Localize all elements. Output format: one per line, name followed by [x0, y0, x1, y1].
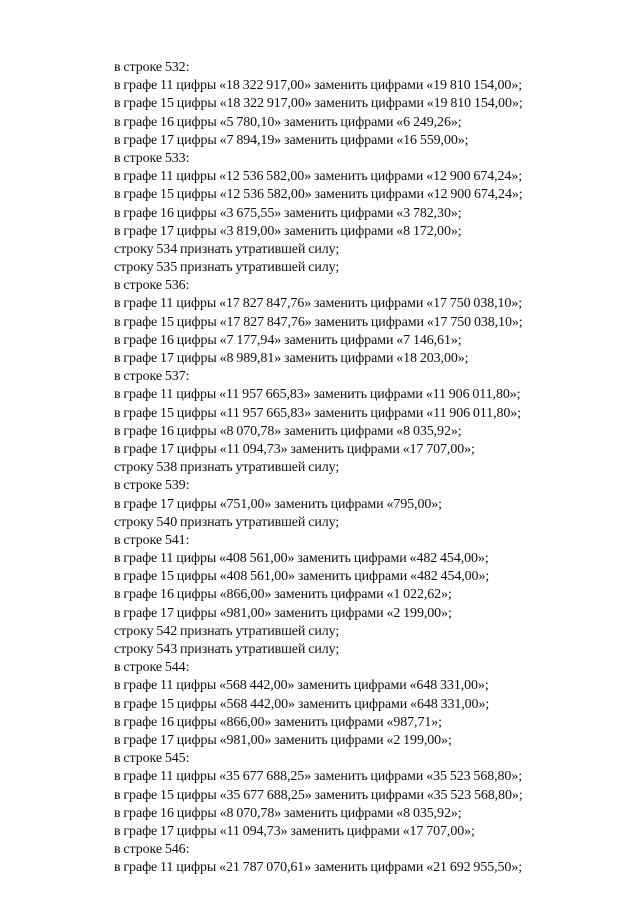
document-line: строку 538 признать утратившей силу;: [114, 460, 340, 476]
document-line: в графе 15 цифры «408 561,00» заменить цифрами «482 454,00»;: [114, 569, 490, 585]
document-line: строку 542 признать утратившей силу;: [114, 623, 340, 639]
document-line: строку 535 признать утратившей силу;: [114, 260, 340, 276]
document-line: в графе 11 цифры «21 787 070,61» заменить цифрами «21 692 955,50»;: [114, 860, 523, 876]
document-line: в графе 11 цифры «17 827 847,76» заменить цифрами «17 750 038,10»;: [114, 296, 523, 312]
document-line: в графе 17 цифры «3 819,00» заменить цифрами «8 172,00»;: [114, 223, 462, 239]
document-line: в графе 11 цифры «12 536 582,00» заменить цифрами «12 900 674,24»;: [114, 169, 523, 185]
document-line: в графе 15 цифры «35 677 688,25» заменить цифрами «35 523 568,80»;: [114, 787, 523, 803]
document-line: в графе 16 цифры «3 675,55» заменить цифрами «3 782,30»;: [114, 205, 462, 221]
document-line: в графе 16 цифры «866,00» заменить цифрами «1 022,62»;: [114, 587, 452, 603]
document-line: в строке 537:: [114, 369, 190, 385]
amendment-text-block: [114, 59, 584, 877]
document-line: в графе 11 цифры «408 561,00» заменить цифрами «482 454,00»;: [114, 551, 489, 567]
document-line: в графе 15 цифры «18 322 917,00» заменить цифрами «19 810 154,00»;: [114, 96, 523, 112]
document-line: в графе 11 цифры «35 677 688,25» заменить цифрами «35 523 568,80»;: [114, 769, 523, 785]
document-line: в строке 533:: [114, 150, 190, 166]
document-line: в строке 539:: [114, 478, 190, 494]
document-line: в графе 11 цифры «568 442,00» заменить цифрами «648 331,00»;: [114, 678, 489, 694]
document-line: в графе 15 цифры «568 442,00» заменить цифрами «648 331,00»;: [114, 696, 490, 712]
document-line: в строке 545:: [114, 751, 190, 767]
document-line: строку 540 признать утратившей силу;: [114, 514, 340, 530]
document-line: в графе 16 цифры «8 070,78» заменить цифрами «8 035,92»;: [114, 805, 462, 821]
document-line: в строке 546:: [114, 842, 190, 858]
document-line: в строке 544:: [114, 660, 190, 676]
document-line: в графе 15 цифры «12 536 582,00» заменить цифрами «12 900 674,24»;: [114, 187, 523, 203]
document-line: в графе 17 цифры «8 989,81» заменить цифрами «18 203,00»;: [114, 351, 469, 366]
document-line: в графе 16 цифры «866,00» заменить цифрами «987,71»;: [114, 714, 442, 730]
document-line: в графе 15 цифры «17 827 847,76» заменить цифрами «17 750 038,10»;: [114, 314, 523, 330]
document-line: в графе 17 цифры «7 894,19» заменить цифрами «16 559,00»;: [114, 132, 469, 148]
document-line: в графе 17 цифры «11 094,73» заменить цифрами «17 707,00»;: [114, 823, 475, 839]
document-line: в графе 17 цифры «751,00» заменить цифрами «795,00»;: [114, 496, 442, 512]
document-line: в графе 11 цифры «11 957 665,83» заменить цифрами «11 906 011,80»;: [114, 387, 521, 403]
document-line: в графе 17 цифры «981,00» заменить цифрами «2 199,00»;: [114, 732, 452, 748]
document-line: в строке 541:: [114, 532, 190, 548]
document-line: в графе 17 цифры «11 094,73» заменить цифрами «17 707,00»;: [114, 441, 475, 457]
document-line: строку 534 признать утратившей силу;: [114, 241, 340, 257]
document-line: в графе 16 цифры «5 780,10» заменить цифрами «6 249,26»;: [114, 114, 462, 130]
document-line: в строке 532:: [114, 60, 190, 75]
document-line: в графе 11 цифры «18 322 917,00» заменить цифрами «19 810 154,00»;: [114, 78, 523, 94]
document-line: строку 543 признать утратившей силу;: [114, 642, 340, 657]
document-line: в графе 16 цифры «7 177,94» заменить цифрами «7 146,61»;: [114, 332, 462, 348]
document-line: в строке 536:: [114, 278, 190, 294]
document-line: в графе 16 цифры «8 070,78» заменить цифрами «8 035,92»;: [114, 423, 462, 439]
document-line: в графе 17 цифры «981,00» заменить цифрами «2 199,00»;: [114, 605, 452, 621]
document-line: в графе 15 цифры «11 957 665,83» заменить цифрами «11 906 011,80»;: [114, 405, 521, 421]
